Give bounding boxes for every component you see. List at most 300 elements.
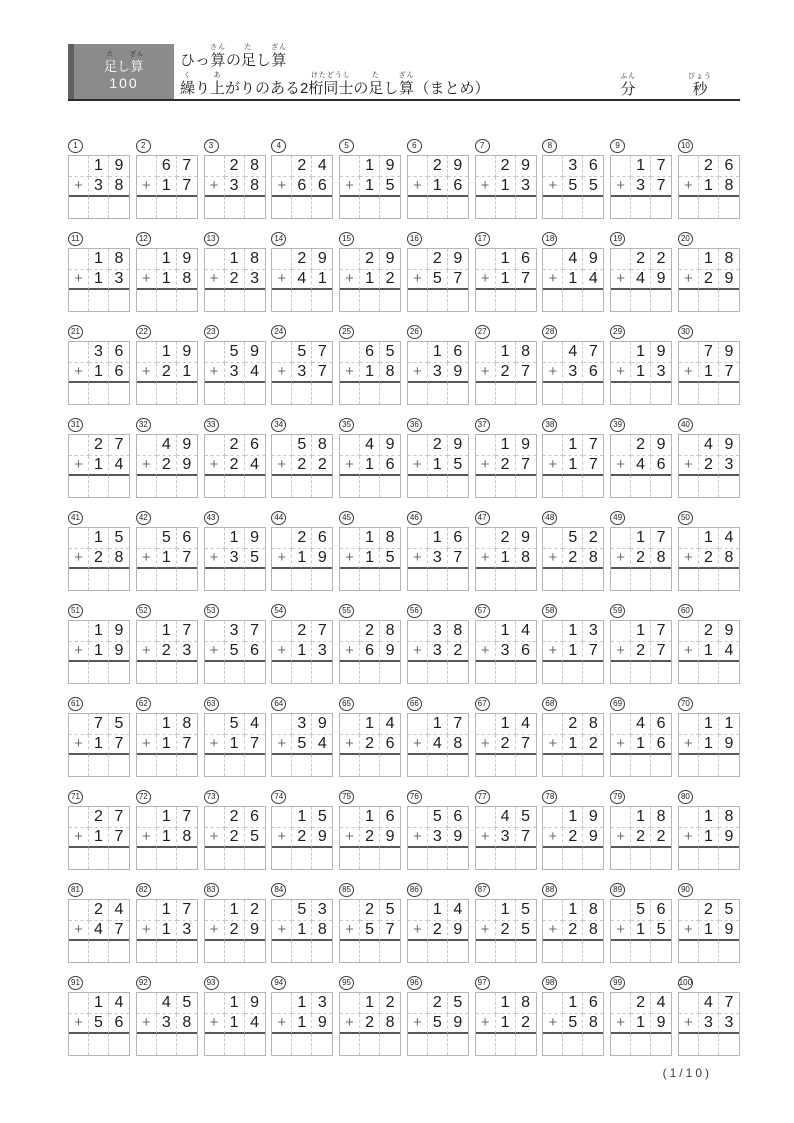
digit-cell: 9 bbox=[448, 363, 468, 384]
digit-cell: 7 bbox=[312, 363, 332, 384]
digit-cell: 9 bbox=[448, 921, 468, 942]
digit-cell: 2 bbox=[428, 435, 448, 456]
digit-cell: 2 bbox=[448, 642, 468, 663]
digit-cell: 5 bbox=[448, 456, 468, 477]
digit-cell: 1 bbox=[157, 270, 177, 291]
answer-cell bbox=[360, 1034, 380, 1055]
answer-cell bbox=[69, 476, 89, 497]
answer-cell bbox=[109, 848, 129, 869]
digit-cell: 1 bbox=[360, 270, 380, 291]
ruby-segment: ざん 算 bbox=[271, 44, 288, 69]
digit-cell: 4 bbox=[157, 993, 177, 1014]
digit-cell: 2 bbox=[631, 549, 651, 570]
digit-cell: 9 bbox=[719, 342, 739, 363]
problem-cell bbox=[68, 232, 130, 312]
answer-cell bbox=[225, 290, 245, 311]
digit-cell: 4 bbox=[245, 714, 265, 735]
digit-cell: 1 bbox=[428, 456, 448, 477]
digit-cell bbox=[340, 435, 360, 456]
digit-cell: 1 bbox=[699, 363, 719, 384]
answer-cell bbox=[651, 755, 671, 776]
problem-grid bbox=[271, 899, 333, 963]
answer-cell bbox=[651, 569, 671, 590]
digit-cell: 2 bbox=[360, 249, 380, 270]
answer-cell bbox=[157, 290, 177, 311]
plus-sign: + bbox=[476, 828, 496, 849]
digit-cell: 7 bbox=[177, 177, 197, 198]
problem-number: 51 bbox=[68, 604, 83, 618]
answer-cell bbox=[157, 383, 177, 404]
problem-grid bbox=[68, 806, 130, 870]
problem-cell bbox=[407, 976, 469, 1056]
digit-cell: 4 bbox=[89, 921, 109, 942]
problem-number: 41 bbox=[68, 511, 83, 525]
plus-sign: + bbox=[611, 270, 631, 291]
problem-count: 100 bbox=[109, 75, 139, 91]
answer-cell bbox=[611, 662, 631, 683]
problem-number: 95 bbox=[339, 976, 354, 990]
digit-cell: 1 bbox=[225, 528, 245, 549]
problem-cell bbox=[407, 511, 469, 591]
digit-cell: 1 bbox=[89, 621, 109, 642]
plus-sign: + bbox=[679, 177, 699, 198]
answer-cell bbox=[225, 1034, 245, 1055]
digit-cell: 6 bbox=[380, 807, 400, 828]
problem-cell bbox=[271, 976, 333, 1056]
digit-cell: 8 bbox=[651, 807, 671, 828]
answer-cell bbox=[312, 941, 332, 962]
plus-sign: + bbox=[205, 270, 225, 291]
digit-cell: 1 bbox=[699, 714, 719, 735]
digit-cell: 3 bbox=[719, 456, 739, 477]
plus-sign: + bbox=[340, 456, 360, 477]
digit-cell: 5 bbox=[225, 342, 245, 363]
answer-cell bbox=[89, 197, 109, 218]
problem-grid bbox=[339, 899, 401, 963]
digit-cell bbox=[611, 621, 631, 642]
digit-cell: 8 bbox=[109, 177, 129, 198]
answer-cell bbox=[292, 383, 312, 404]
answer-cell bbox=[428, 383, 448, 404]
answer-cell bbox=[476, 569, 496, 590]
digit-cell: 9 bbox=[380, 642, 400, 663]
digit-cell bbox=[679, 900, 699, 921]
digit-cell: 6 bbox=[651, 714, 671, 735]
problem-grid bbox=[610, 527, 672, 591]
answer-cell bbox=[380, 383, 400, 404]
answer-cell bbox=[563, 569, 583, 590]
digit-cell bbox=[679, 156, 699, 177]
plus-sign: + bbox=[679, 642, 699, 663]
digit-cell: 5 bbox=[516, 900, 536, 921]
digit-cell: 5 bbox=[157, 528, 177, 549]
answer-cell bbox=[583, 197, 603, 218]
digit-cell bbox=[340, 342, 360, 363]
answer-cell bbox=[380, 569, 400, 590]
digit-cell bbox=[272, 156, 292, 177]
plus-sign: + bbox=[205, 1014, 225, 1035]
answer-cell bbox=[89, 848, 109, 869]
answer-cell bbox=[448, 848, 468, 869]
digit-cell: 8 bbox=[719, 177, 739, 198]
problem-grid bbox=[610, 434, 672, 498]
problem-number: 87 bbox=[475, 883, 490, 897]
plus-sign: + bbox=[272, 642, 292, 663]
problem-grid bbox=[542, 806, 604, 870]
answer-cell bbox=[448, 1034, 468, 1055]
digit-cell: 1 bbox=[699, 921, 719, 942]
answer-cell bbox=[448, 941, 468, 962]
problem-cell bbox=[68, 790, 130, 870]
digit-cell bbox=[69, 621, 89, 642]
answer-cell bbox=[611, 197, 631, 218]
digit-cell: 9 bbox=[516, 435, 536, 456]
digit-cell bbox=[408, 435, 428, 456]
answer-cell bbox=[380, 476, 400, 497]
problem-cell bbox=[407, 325, 469, 405]
digit-cell: 3 bbox=[245, 270, 265, 291]
digit-cell: 2 bbox=[89, 900, 109, 921]
problem-number: 63 bbox=[204, 697, 219, 711]
problem-grid bbox=[204, 248, 266, 312]
problem-number: 98 bbox=[542, 976, 557, 990]
answer-cell bbox=[516, 941, 536, 962]
answer-cell bbox=[611, 476, 631, 497]
plus-sign: + bbox=[408, 921, 428, 942]
answer-cell bbox=[496, 1034, 516, 1055]
answer-cell bbox=[719, 383, 739, 404]
plus-sign: + bbox=[611, 456, 631, 477]
digit-cell: 2 bbox=[292, 828, 312, 849]
digit-cell bbox=[476, 714, 496, 735]
digit-cell: 5 bbox=[448, 993, 468, 1014]
problem-grid bbox=[610, 155, 672, 219]
digit-cell: 5 bbox=[719, 900, 739, 921]
digit-cell bbox=[137, 342, 157, 363]
digit-cell: 1 bbox=[225, 735, 245, 756]
plus-sign: + bbox=[69, 828, 89, 849]
plus-sign: + bbox=[272, 363, 292, 384]
digit-cell: 9 bbox=[583, 828, 603, 849]
problem-grid bbox=[68, 899, 130, 963]
problem-cell bbox=[68, 511, 130, 591]
problem-number: 30 bbox=[678, 325, 693, 339]
plus-sign: + bbox=[205, 456, 225, 477]
problem-number: 65 bbox=[339, 697, 354, 711]
answer-cell bbox=[699, 662, 719, 683]
digit-cell: 5 bbox=[245, 549, 265, 570]
answer-cell bbox=[69, 569, 89, 590]
problem-number: 79 bbox=[610, 790, 625, 804]
digit-cell: 8 bbox=[583, 921, 603, 942]
answer-cell bbox=[496, 197, 516, 218]
answer-cell bbox=[245, 383, 265, 404]
problem-number: 96 bbox=[407, 976, 422, 990]
digit-cell: 4 bbox=[699, 435, 719, 456]
digit-cell: 2 bbox=[563, 921, 583, 942]
problem-grid bbox=[678, 434, 740, 498]
plus-sign: + bbox=[69, 1014, 89, 1035]
digit-cell: 4 bbox=[109, 993, 129, 1014]
answer-cell bbox=[245, 1034, 265, 1055]
digit-cell bbox=[543, 714, 563, 735]
digit-cell: 2 bbox=[699, 549, 719, 570]
digit-cell: 4 bbox=[719, 528, 739, 549]
digit-cell: 5 bbox=[109, 528, 129, 549]
answer-cell bbox=[476, 383, 496, 404]
problem-cell bbox=[610, 697, 672, 777]
digit-cell: 1 bbox=[360, 156, 380, 177]
digit-cell: 7 bbox=[651, 528, 671, 549]
answer-cell bbox=[476, 197, 496, 218]
plus-sign: + bbox=[679, 735, 699, 756]
digit-cell: 2 bbox=[245, 900, 265, 921]
digit-cell: 4 bbox=[292, 270, 312, 291]
problem-grid bbox=[610, 713, 672, 777]
answer-cell bbox=[631, 1034, 651, 1055]
problem-grid bbox=[136, 155, 198, 219]
digit-cell bbox=[408, 528, 428, 549]
problem-cell bbox=[136, 883, 198, 963]
plus-sign: + bbox=[340, 735, 360, 756]
digit-cell: 3 bbox=[292, 714, 312, 735]
answer-cell bbox=[448, 662, 468, 683]
answer-cell bbox=[516, 290, 536, 311]
digit-cell: 1 bbox=[699, 249, 719, 270]
digit-cell: 6 bbox=[516, 249, 536, 270]
answer-cell bbox=[89, 290, 109, 311]
plus-sign: + bbox=[543, 735, 563, 756]
digit-cell: 9 bbox=[651, 435, 671, 456]
answer-cell bbox=[340, 383, 360, 404]
digit-cell bbox=[408, 249, 428, 270]
answer-cell bbox=[651, 662, 671, 683]
answer-cell bbox=[428, 755, 448, 776]
answer-cell bbox=[563, 383, 583, 404]
problem-grid bbox=[136, 899, 198, 963]
digit-cell: 3 bbox=[225, 621, 245, 642]
plus-sign: + bbox=[476, 1014, 496, 1035]
digit-cell: 9 bbox=[312, 1014, 332, 1035]
digit-cell: 1 bbox=[292, 642, 312, 663]
problem-grid bbox=[542, 434, 604, 498]
problem-number: 6 bbox=[407, 139, 422, 153]
digit-cell: 8 bbox=[448, 735, 468, 756]
problem-grid bbox=[339, 341, 401, 405]
answer-cell bbox=[611, 848, 631, 869]
digit-cell: 5 bbox=[109, 714, 129, 735]
digit-cell: 3 bbox=[563, 156, 583, 177]
answer-cell bbox=[69, 755, 89, 776]
seconds-label bbox=[688, 73, 712, 98]
digit-cell bbox=[408, 714, 428, 735]
digit-cell: 9 bbox=[448, 435, 468, 456]
problem-grid bbox=[475, 899, 537, 963]
answer-cell bbox=[583, 848, 603, 869]
answer-cell bbox=[699, 848, 719, 869]
plus-sign: + bbox=[205, 642, 225, 663]
problem-cell bbox=[204, 790, 266, 870]
answer-cell bbox=[177, 569, 197, 590]
digit-cell: 5 bbox=[89, 1014, 109, 1035]
plus-sign: + bbox=[205, 735, 225, 756]
plus-sign: + bbox=[137, 456, 157, 477]
answer-cell bbox=[380, 290, 400, 311]
digit-cell: 7 bbox=[516, 735, 536, 756]
problem-cell bbox=[542, 697, 604, 777]
digit-cell bbox=[611, 249, 631, 270]
digit-cell: 9 bbox=[380, 249, 400, 270]
digit-cell: 9 bbox=[245, 993, 265, 1014]
worksheet-header bbox=[68, 44, 740, 101]
digit-cell: 3 bbox=[516, 177, 536, 198]
problem-number: 70 bbox=[678, 697, 693, 711]
answer-cell bbox=[543, 662, 563, 683]
digit-cell: 1 bbox=[631, 807, 651, 828]
answer-cell bbox=[205, 476, 225, 497]
digit-cell bbox=[205, 993, 225, 1014]
problem-cell bbox=[68, 418, 130, 498]
plus-sign: + bbox=[137, 921, 157, 942]
digit-cell: 9 bbox=[448, 249, 468, 270]
digit-cell: 3 bbox=[177, 921, 197, 942]
problem-grid bbox=[475, 155, 537, 219]
problem-grid bbox=[542, 527, 604, 591]
digit-cell bbox=[476, 993, 496, 1014]
digit-cell: 8 bbox=[245, 177, 265, 198]
plus-sign: + bbox=[69, 921, 89, 942]
answer-cell bbox=[205, 848, 225, 869]
digit-cell: 2 bbox=[699, 456, 719, 477]
problem-grid bbox=[136, 806, 198, 870]
digit-cell: 5 bbox=[563, 1014, 583, 1035]
answer-cell bbox=[312, 755, 332, 776]
problem-grid bbox=[339, 992, 401, 1056]
answer-cell bbox=[69, 1034, 89, 1055]
digit-cell: 4 bbox=[583, 270, 603, 291]
problem-number: 20 bbox=[678, 232, 693, 246]
answer-cell bbox=[583, 662, 603, 683]
digit-cell bbox=[611, 900, 631, 921]
ruby-segment: けたどうし 桁同士 bbox=[308, 72, 354, 97]
answer-cell bbox=[292, 941, 312, 962]
digit-cell: 3 bbox=[225, 549, 245, 570]
answer-cell bbox=[563, 290, 583, 311]
problem-cell bbox=[407, 232, 469, 312]
digit-cell: 1 bbox=[157, 921, 177, 942]
digit-cell: 5 bbox=[380, 549, 400, 570]
digit-cell: 1 bbox=[157, 177, 177, 198]
digit-cell: 2 bbox=[631, 828, 651, 849]
problem-cell bbox=[678, 604, 740, 684]
answer-cell bbox=[408, 197, 428, 218]
digit-cell: 3 bbox=[157, 1014, 177, 1035]
problem-grid bbox=[271, 527, 333, 591]
plus-sign: + bbox=[611, 177, 631, 198]
digit-cell bbox=[205, 714, 225, 735]
digit-cell: 2 bbox=[563, 828, 583, 849]
digit-cell: 7 bbox=[109, 807, 129, 828]
answer-cell bbox=[631, 383, 651, 404]
plus-sign: + bbox=[340, 363, 360, 384]
digit-cell bbox=[679, 528, 699, 549]
digit-cell bbox=[272, 621, 292, 642]
digit-cell: 8 bbox=[177, 1014, 197, 1035]
answer-cell bbox=[272, 569, 292, 590]
digit-cell: 7 bbox=[651, 621, 671, 642]
digit-cell: 5 bbox=[428, 270, 448, 291]
plus-sign: + bbox=[408, 456, 428, 477]
answer-cell bbox=[583, 383, 603, 404]
answer-cell bbox=[272, 755, 292, 776]
digit-cell: 1 bbox=[496, 1014, 516, 1035]
problem-grid bbox=[475, 341, 537, 405]
answer-cell bbox=[360, 290, 380, 311]
answer-cell bbox=[719, 941, 739, 962]
answer-cell bbox=[109, 476, 129, 497]
digit-cell: 8 bbox=[109, 249, 129, 270]
digit-cell: 8 bbox=[380, 363, 400, 384]
digit-cell: 1 bbox=[631, 921, 651, 942]
digit-cell: 4 bbox=[245, 1014, 265, 1035]
answer-cell bbox=[312, 290, 332, 311]
digit-cell bbox=[137, 807, 157, 828]
problem-number: 56 bbox=[407, 604, 422, 618]
digit-cell: 4 bbox=[563, 249, 583, 270]
digit-cell: 9 bbox=[516, 528, 536, 549]
digit-cell bbox=[611, 993, 631, 1014]
digit-cell bbox=[476, 528, 496, 549]
problem-cell bbox=[339, 139, 401, 219]
answer-cell bbox=[719, 476, 739, 497]
answer-cell bbox=[496, 662, 516, 683]
plus-sign: + bbox=[205, 828, 225, 849]
digit-cell: 1 bbox=[631, 735, 651, 756]
plus-sign: + bbox=[679, 921, 699, 942]
digit-cell: 5 bbox=[245, 828, 265, 849]
digit-cell: 1 bbox=[631, 156, 651, 177]
digit-cell: 7 bbox=[516, 363, 536, 384]
answer-cell bbox=[496, 569, 516, 590]
problem-cell bbox=[475, 790, 537, 870]
digit-cell: 1 bbox=[496, 993, 516, 1014]
problem-number: 73 bbox=[204, 790, 219, 804]
problem-cell bbox=[339, 976, 401, 1056]
problem-number: 62 bbox=[136, 697, 151, 711]
digit-cell: 1 bbox=[563, 435, 583, 456]
digit-cell: 2 bbox=[157, 363, 177, 384]
answer-cell bbox=[448, 197, 468, 218]
answer-cell bbox=[205, 290, 225, 311]
digit-cell: 8 bbox=[380, 528, 400, 549]
problem-number: 97 bbox=[475, 976, 490, 990]
answer-cell bbox=[631, 476, 651, 497]
digit-cell: 1 bbox=[157, 735, 177, 756]
digit-cell: 2 bbox=[496, 528, 516, 549]
answer-cell bbox=[543, 848, 563, 869]
digit-cell: 7 bbox=[177, 900, 197, 921]
digit-cell: 2 bbox=[496, 363, 516, 384]
digit-cell bbox=[476, 435, 496, 456]
answer-cell bbox=[245, 197, 265, 218]
answer-cell bbox=[611, 941, 631, 962]
answer-cell bbox=[272, 290, 292, 311]
plus-sign: + bbox=[272, 735, 292, 756]
digit-cell: 3 bbox=[225, 363, 245, 384]
digit-cell: 5 bbox=[380, 342, 400, 363]
digit-cell bbox=[679, 342, 699, 363]
answer-cell bbox=[516, 755, 536, 776]
